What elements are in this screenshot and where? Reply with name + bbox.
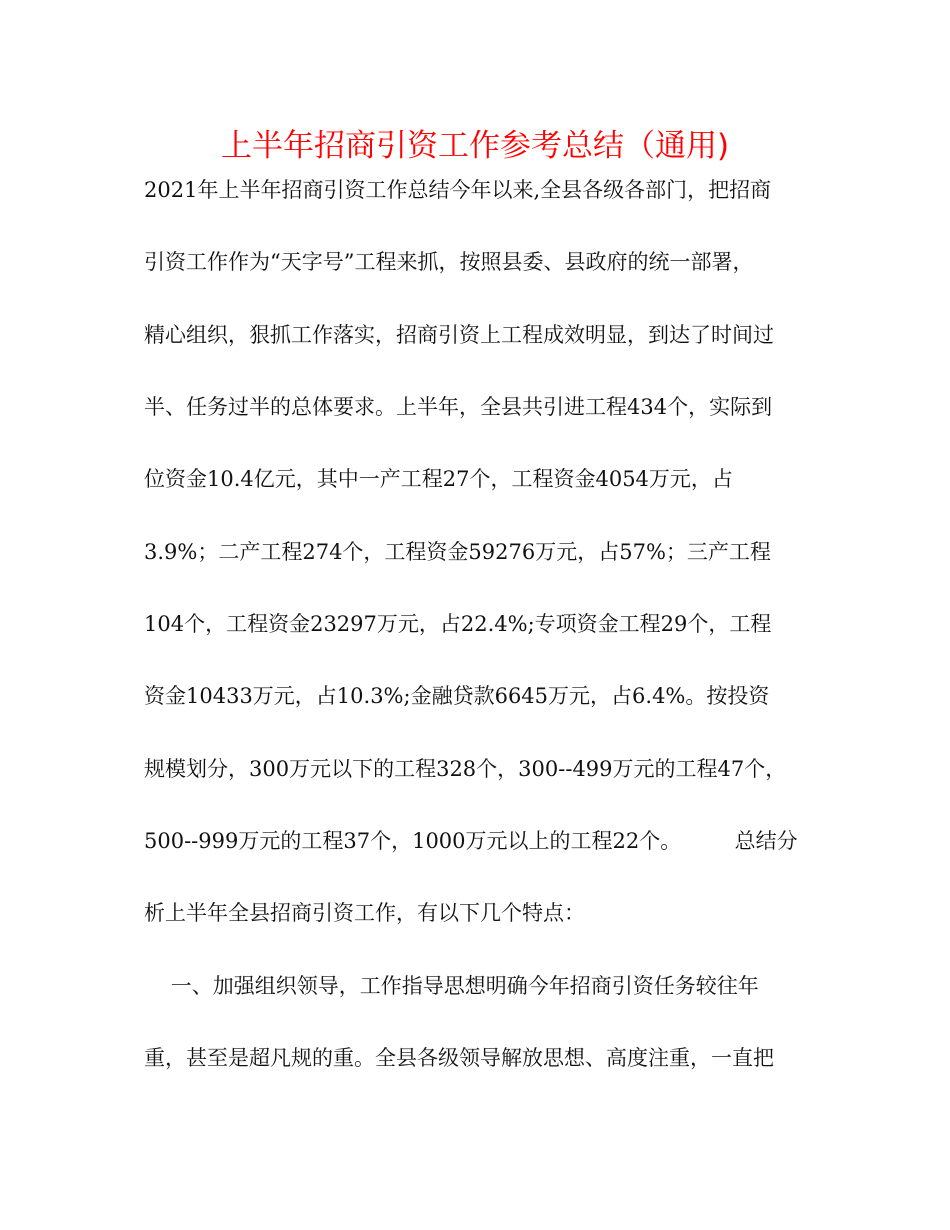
- body-line: 位资金10.4亿元，其中一产工程27个，工程资金4054万元，占: [144, 467, 733, 491]
- body-line: 规模划分，300万元以下的工程328个，300--499万元的工程47个，: [144, 757, 787, 781]
- body-line: 2021年上半年招商引资工作总结今年以来,全县各级各部门，把招商: [144, 178, 772, 202]
- body-line: 重，甚至是超凡规的重。全县各级领导解放思想、高度注重，一直把: [144, 1046, 774, 1070]
- body-line: 引资工作作为“天字号”工程来抓，按照县委、县政府的统一部署，: [144, 250, 754, 274]
- body-line: 半、任务过半的总体要求。上半年，全县共引进工程434个，实际到: [144, 395, 773, 419]
- body-line: 500--999万元的工程37个，1000万元以上的工程22个。 总结分: [144, 829, 798, 853]
- section-heading-line: 一、加强组织领导，工作指导思想明确今年招商引资任务较往年: [144, 974, 759, 998]
- document-title: 上半年招商引资工作参考总结（通用): [220, 128, 730, 164]
- body-line: 资金10433万元，占10.3%;金融贷款6645万元，占6.4%。按投资: [144, 684, 770, 708]
- body-line: 104个，工程资金23297万元，占22.4%;专项资金工程29个，工程: [144, 612, 772, 636]
- body-line: 3.9%；二产工程274个，工程资金59276万元，占57%；三产工程: [144, 540, 771, 564]
- body-line: 析上半年全县招商引资工作，有以下几个特点：: [144, 901, 585, 925]
- body-line: 精心组织，狠抓工作落实，招商引资上工程成效明显，到达了时间过: [144, 323, 774, 347]
